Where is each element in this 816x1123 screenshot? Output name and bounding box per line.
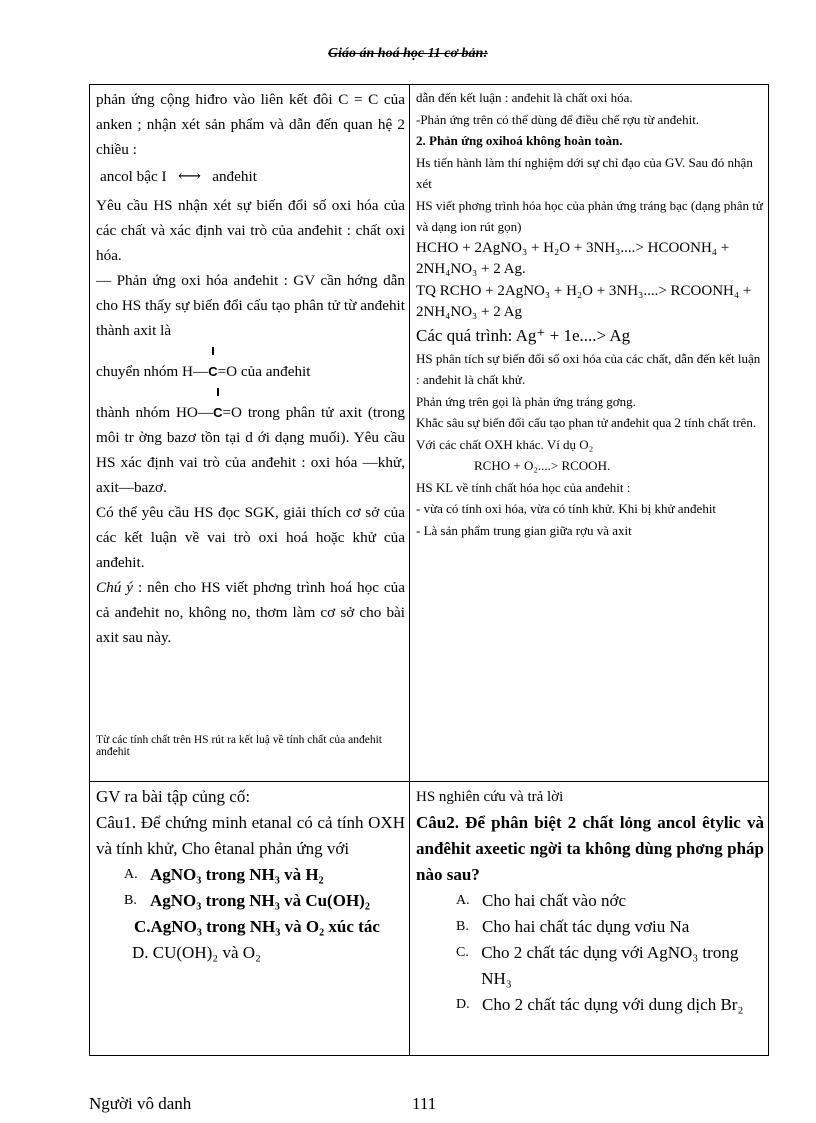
student-activity-cell xyxy=(410,85,769,782)
paragraph: Yêu cầu HS nhận xét sự biến đổi số oxi hóa của các chất và xác định vai trò của anđehit : chất oxi hóa. xyxy=(96,197,405,264)
option-b: B. Cho hai chất tác dụng vơiu Na xyxy=(456,917,690,936)
paragraph-carboxyl: thành nhóm HO— C=O trong phân tử axit (trong môi tr ờng bazơ tồn tại d ới dạng muối). Yêu cầu HS xác định vai trò của anđehit : oxi hóa —khử, axit—bazơ. xyxy=(96,400,405,500)
option-c: C.AgNO₃ trong NH₃ và O₂ xúc tác xyxy=(134,917,380,936)
paragraph: HS viết phơng trình hóa học của phản ứng tráng bạc (dạng phân tử và dạng ion rút gọn) xyxy=(416,197,763,234)
lesson-table xyxy=(89,84,769,1056)
paragraph: Với các chất OXH khác. Ví dụ O₂ xyxy=(416,436,594,452)
paragraph: Khắc sâu sự biến đổi cấu tạo phan tử anđehit qua 2 tính chất trên. xyxy=(416,415,757,430)
question-1: Câu1. Để chứng minh etanal có cả tính OXH và tính khử, Cho êtanal phản ứng với xyxy=(96,813,405,858)
teacher-activity-cell xyxy=(90,85,410,782)
carbon-symbol: C xyxy=(208,359,217,384)
exercise-intro: GV ra bài tập củng cố: xyxy=(96,787,251,806)
page-header-title: Giáo án hoá học 11 cơ bản: xyxy=(328,46,488,61)
footer-author: Người vô danh xyxy=(89,1094,192,1113)
option-a: A. AgNO₃ trong NH₃ và H₂ xyxy=(124,865,324,884)
page-number: 111 xyxy=(412,1094,437,1113)
option-c: C. Cho 2 chất tác dụng với AgNO₃ trong NH₃ xyxy=(456,943,739,988)
teacher-exercise-cell xyxy=(90,782,410,1056)
note-text: : nên cho HS viết phơng trình hoá học của cả anđehit no, không no, thơm làm cơ sở cho bài axit sau này. xyxy=(96,579,405,646)
note-paragraph xyxy=(96,575,405,650)
paragraph: Hs tiến hành làm thí nghiệm dới sự chỉ đạo của GV. Sau đó nhận xét xyxy=(416,154,753,191)
bond-tick-icon xyxy=(217,388,219,396)
carbon-symbol: C xyxy=(213,400,222,425)
paragraph: HS phân tích sự biến đổi số oxi hóa của các chất, dẫn đến kết luận : anđehit là chất khử. xyxy=(416,350,761,387)
paragraph: - vừa có tính oxi hóa, vừa có tính khử. Khi bị khử anđehit xyxy=(416,501,717,516)
equation-process: Các quá trình: Ag⁺ + 1e....> Ag xyxy=(416,325,631,345)
option-d: D. Cho 2 chất tác dụng với dung dịch Br₂ xyxy=(456,995,744,1014)
relation-line xyxy=(100,164,405,189)
option-a: A. Cho hai chất vào nớc xyxy=(456,891,627,910)
bond-tick-icon xyxy=(212,347,214,355)
relation-left: ancol bậc I xyxy=(100,168,167,185)
paragraph: -Phản ứng trên có thể dùng để điều chế rợu từ anđehit. xyxy=(416,111,700,127)
equation: HCHO + 2AgNO₃ + H₂O + 3NH₃....> HCOONH₄ + 2NH₄NO₃ + 2 Ag. xyxy=(416,239,730,277)
summary-note: Từ các tính chất trên HS rút ra kết luậ về tính chất của anđehit anđehit xyxy=(96,734,382,758)
table-row xyxy=(90,85,769,782)
paragraph: phản ứng cộng hiđro vào liên kết đôi C = C của anken ; nhận xét sản phẩm và dẫn đến quan hệ 2 chiều : xyxy=(96,91,405,158)
note-label: Chú ý xyxy=(96,579,134,596)
paragraph: HS KL về tính chất hóa học của anđehit : xyxy=(416,479,631,495)
double-arrow-icon: ⟷ xyxy=(177,168,201,185)
question-2: Câu2. Để phân biệt 2 chất lỏng ancol êtylic và anđêhit axeetic ngời ta không dùng phơng pháp nào sau? xyxy=(416,813,764,884)
student-exercise-cell xyxy=(410,782,769,1056)
section-heading: 2. Phản ứng oxihoá không hoàn toàn. xyxy=(416,133,623,148)
paragraph: Có thể yêu cầu HS đọc SGK, giải thích cơ sở của các kết luận về vai trò oxi hoá hoặc khử của anđehit. xyxy=(96,504,405,571)
equation: RCHO + O₂....> RCOOH. xyxy=(474,458,611,473)
relation-right: anđehit xyxy=(212,168,257,185)
paragraph: — Phản ứng oxi hóa anđehit : GV cần hớng dẫn cho HS thấy sự biến đổi cấu tạo phân tử từ anđehit thành axit là xyxy=(96,272,405,339)
paragraph: Phản ứng trên gọi là phản ứng tráng gơng. xyxy=(416,393,636,409)
paragraph: - Là sản phẩm trung gian giữa rợu và axit xyxy=(416,522,632,538)
exercise-intro: HS nghiên cứu và trả lời xyxy=(416,789,564,805)
option-b: B. AgNO₃ trong NH₃ và Cu(OH)₂ xyxy=(124,891,370,910)
table-row xyxy=(90,782,769,1056)
paragraph-carbonyl: chuyển nhóm H— C=O của anđehit xyxy=(96,359,405,384)
option-d: D. CU(OH)₂ và O₂ xyxy=(132,943,261,962)
paragraph: dẫn đến kết luận : anđehit là chất oxi hóa. xyxy=(416,90,633,105)
equation: TQ RCHO + 2AgNO₃ + H₂O + 3NH₃....> RCOONH₄ + 2NH₄NO₃ + 2 Ag xyxy=(416,282,752,320)
